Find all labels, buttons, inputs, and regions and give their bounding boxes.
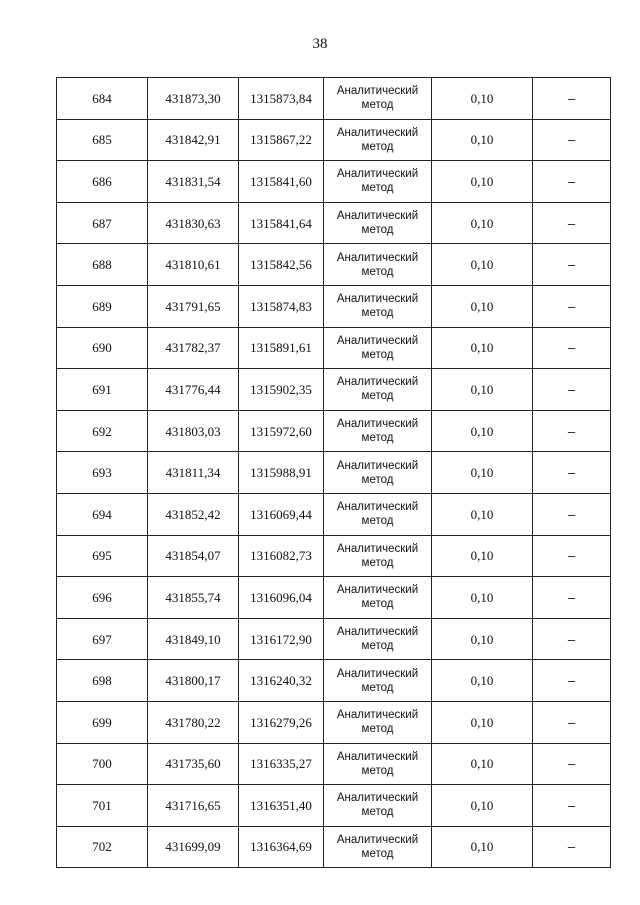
coordinate-x-cell: 431842,91 <box>148 119 239 161</box>
method-text-line1: Аналитический <box>336 709 419 722</box>
note-cell: – <box>533 119 611 161</box>
coordinate-y-cell: 1316096,04 <box>239 577 324 619</box>
coordinate-x-cell: 431716,65 <box>148 785 239 827</box>
coordinate-y-cell: 1315874,83 <box>239 285 324 327</box>
table-row <box>57 743 611 785</box>
method-cell <box>324 785 432 827</box>
method-text-line2: метод <box>361 224 394 237</box>
method-cell <box>324 577 432 619</box>
note-cell: – <box>533 743 611 785</box>
method-text-line2: метод <box>361 806 394 819</box>
method-text-line1: Аналитический <box>336 126 419 139</box>
note-cell: – <box>533 78 611 120</box>
coordinate-y-cell: 1316240,32 <box>239 660 324 702</box>
point-number-cell: 700 <box>57 743 148 785</box>
coordinate-x-cell: 431810,61 <box>148 244 239 286</box>
page-number: 38 <box>312 36 328 52</box>
coordinates-table <box>56 77 611 868</box>
note-cell: – <box>533 826 611 868</box>
method-text-line1: Аналитический <box>336 334 419 347</box>
accuracy-cell: 0,10 <box>432 743 533 785</box>
point-number-cell: 695 <box>57 535 148 577</box>
method-cell <box>324 78 432 120</box>
accuracy-cell: 0,10 <box>432 244 533 286</box>
table-row <box>57 285 611 327</box>
note-cell: – <box>533 785 611 827</box>
accuracy-cell: 0,10 <box>432 161 533 203</box>
method-cell <box>324 493 432 535</box>
note-cell: – <box>533 493 611 535</box>
method-text-line2: метод <box>361 473 394 486</box>
note-cell: – <box>533 535 611 577</box>
accuracy-cell: 0,10 <box>432 493 533 535</box>
accuracy-cell: 0,10 <box>432 78 533 120</box>
accuracy-cell: 0,10 <box>432 285 533 327</box>
method-cell <box>324 660 432 702</box>
coordinate-x-cell: 431855,74 <box>148 577 239 619</box>
method-text-line1: Аналитический <box>336 210 419 223</box>
note-cell: – <box>533 660 611 702</box>
coordinate-x-cell: 431776,44 <box>148 369 239 411</box>
method-text-line2: метод <box>361 723 394 736</box>
method-cell <box>324 202 432 244</box>
method-text-line2: метод <box>361 348 394 361</box>
point-number-cell: 692 <box>57 410 148 452</box>
coordinate-y-cell: 1316351,40 <box>239 785 324 827</box>
coordinate-x-cell: 431830,63 <box>148 202 239 244</box>
coordinate-x-cell: 431811,34 <box>148 452 239 494</box>
method-cell <box>324 701 432 743</box>
method-text-line1: Аналитический <box>336 251 419 264</box>
accuracy-cell: 0,10 <box>432 826 533 868</box>
coordinate-x-cell: 431831,54 <box>148 161 239 203</box>
method-text-line1: Аналитический <box>336 459 419 472</box>
coordinate-x-cell: 431699,09 <box>148 826 239 868</box>
method-text-line2: метод <box>361 390 394 403</box>
method-text-line1: Аналитический <box>336 376 419 389</box>
point-number-cell: 696 <box>57 577 148 619</box>
note-cell: – <box>533 244 611 286</box>
point-number-cell: 694 <box>57 493 148 535</box>
table-row <box>57 119 611 161</box>
method-cell <box>324 535 432 577</box>
accuracy-cell: 0,10 <box>432 701 533 743</box>
method-text-line2: метод <box>361 640 394 653</box>
table-row <box>57 701 611 743</box>
method-text-line1: Аналитический <box>336 833 419 846</box>
point-number-cell: 685 <box>57 119 148 161</box>
coordinate-x-cell: 431852,42 <box>148 493 239 535</box>
note-cell: – <box>533 701 611 743</box>
method-text-line1: Аналитический <box>336 792 419 805</box>
method-cell <box>324 161 432 203</box>
method-text-line2: метод <box>361 265 394 278</box>
method-text-line2: метод <box>361 681 394 694</box>
coordinate-x-cell: 431780,22 <box>148 701 239 743</box>
table-row <box>57 244 611 286</box>
table-row <box>57 826 611 868</box>
coordinate-x-cell: 431791,65 <box>148 285 239 327</box>
coordinate-y-cell: 1316364,69 <box>239 826 324 868</box>
coordinates-table-body <box>57 78 611 868</box>
method-text-line2: метод <box>361 847 394 860</box>
method-cell <box>324 327 432 369</box>
method-cell <box>324 826 432 868</box>
accuracy-cell: 0,10 <box>432 202 533 244</box>
method-cell <box>324 410 432 452</box>
method-text-line1: Аналитический <box>336 293 419 306</box>
point-number-cell: 701 <box>57 785 148 827</box>
point-number-cell: 698 <box>57 660 148 702</box>
method-cell <box>324 452 432 494</box>
coordinate-y-cell: 1315867,22 <box>239 119 324 161</box>
method-text-line1: Аналитический <box>336 584 419 597</box>
coordinate-x-cell: 431854,07 <box>148 535 239 577</box>
method-text-line1: Аналитический <box>336 418 419 431</box>
method-cell <box>324 743 432 785</box>
table-row <box>57 660 611 702</box>
method-text-line1: Аналитический <box>336 667 419 680</box>
method-text-line1: Аналитический <box>336 542 419 555</box>
table-row <box>57 452 611 494</box>
table-row <box>57 535 611 577</box>
note-cell: – <box>533 327 611 369</box>
method-text-line2: метод <box>361 598 394 611</box>
accuracy-cell: 0,10 <box>432 660 533 702</box>
note-cell: – <box>533 202 611 244</box>
table-row <box>57 327 611 369</box>
point-number-cell: 684 <box>57 78 148 120</box>
point-number-cell: 691 <box>57 369 148 411</box>
accuracy-cell: 0,10 <box>432 327 533 369</box>
table-row <box>57 618 611 660</box>
method-text-line2: метод <box>361 515 394 528</box>
method-cell <box>324 285 432 327</box>
accuracy-cell: 0,10 <box>432 119 533 161</box>
method-text-line2: метод <box>361 140 394 153</box>
table-row <box>57 78 611 120</box>
coordinate-x-cell: 431849,10 <box>148 618 239 660</box>
coordinate-x-cell: 431800,17 <box>148 660 239 702</box>
method-text-line2: метод <box>361 764 394 777</box>
accuracy-cell: 0,10 <box>432 535 533 577</box>
note-cell: – <box>533 161 611 203</box>
table-row <box>57 493 611 535</box>
point-number-cell: 690 <box>57 327 148 369</box>
method-text-line2: метод <box>361 182 394 195</box>
coordinate-y-cell: 1315841,60 <box>239 161 324 203</box>
coordinate-y-cell: 1316335,27 <box>239 743 324 785</box>
coordinate-y-cell: 1315902,35 <box>239 369 324 411</box>
method-text-line2: метод <box>361 432 394 445</box>
note-cell: – <box>533 577 611 619</box>
coordinate-y-cell: 1316069,44 <box>239 493 324 535</box>
table-row <box>57 577 611 619</box>
coordinate-y-cell: 1316082,73 <box>239 535 324 577</box>
method-text-line1: Аналитический <box>336 750 419 763</box>
point-number-cell: 687 <box>57 202 148 244</box>
accuracy-cell: 0,10 <box>432 577 533 619</box>
coordinate-y-cell: 1315842,56 <box>239 244 324 286</box>
table-row <box>57 785 611 827</box>
method-text-line2: метод <box>361 556 394 569</box>
point-number-cell: 688 <box>57 244 148 286</box>
table-row <box>57 369 611 411</box>
note-cell: – <box>533 369 611 411</box>
coordinate-y-cell: 1316279,26 <box>239 701 324 743</box>
accuracy-cell: 0,10 <box>432 452 533 494</box>
coordinate-y-cell: 1315841,64 <box>239 202 324 244</box>
coordinate-x-cell: 431803,03 <box>148 410 239 452</box>
method-cell <box>324 369 432 411</box>
note-cell: – <box>533 285 611 327</box>
method-cell <box>324 244 432 286</box>
method-text-line1: Аналитический <box>336 626 419 639</box>
method-cell <box>324 119 432 161</box>
coordinate-x-cell: 431873,30 <box>148 78 239 120</box>
note-cell: – <box>533 410 611 452</box>
table-row <box>57 410 611 452</box>
coordinate-x-cell: 431782,37 <box>148 327 239 369</box>
coordinate-y-cell: 1316172,90 <box>239 618 324 660</box>
accuracy-cell: 0,10 <box>432 369 533 411</box>
coordinate-x-cell: 431735,60 <box>148 743 239 785</box>
coordinate-y-cell: 1315891,61 <box>239 327 324 369</box>
note-cell: – <box>533 452 611 494</box>
point-number-cell: 686 <box>57 161 148 203</box>
point-number-cell: 693 <box>57 452 148 494</box>
note-cell: – <box>533 618 611 660</box>
method-text-line2: метод <box>361 307 394 320</box>
point-number-cell: 699 <box>57 701 148 743</box>
table-row <box>57 161 611 203</box>
accuracy-cell: 0,10 <box>432 785 533 827</box>
method-text-line2: метод <box>361 99 394 112</box>
coordinate-y-cell: 1315972,60 <box>239 410 324 452</box>
coordinate-y-cell: 1315873,84 <box>239 78 324 120</box>
method-cell <box>324 618 432 660</box>
point-number-cell: 702 <box>57 826 148 868</box>
table-row <box>57 202 611 244</box>
method-text-line1: Аналитический <box>336 501 419 514</box>
method-text-line1: Аналитический <box>336 168 419 181</box>
coordinate-y-cell: 1315988,91 <box>239 452 324 494</box>
point-number-cell: 697 <box>57 618 148 660</box>
accuracy-cell: 0,10 <box>432 618 533 660</box>
method-text-line1: Аналитический <box>336 85 419 98</box>
point-number-cell: 689 <box>57 285 148 327</box>
accuracy-cell: 0,10 <box>432 410 533 452</box>
